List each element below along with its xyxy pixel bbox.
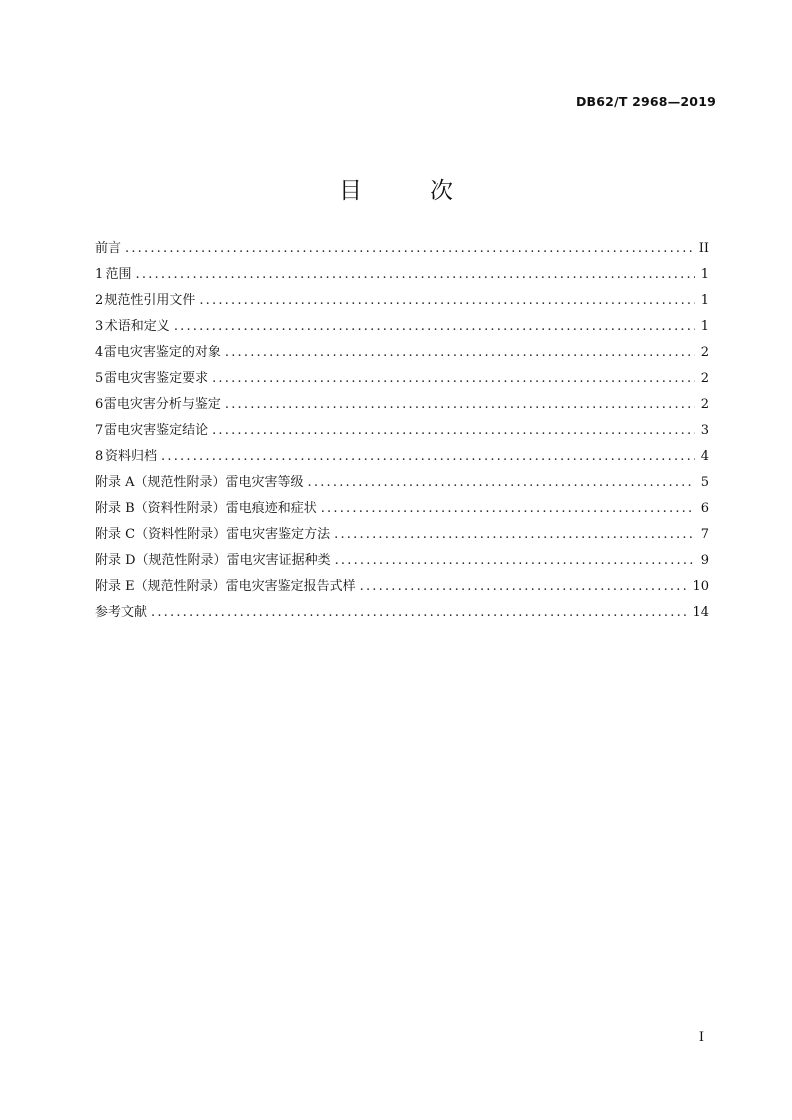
toc-entry-2[interactable] [95,288,709,314]
standard-code: DB62/T 2968—2019 [575,94,716,109]
toc-dot-leader [321,496,695,522]
toc-dot-leader [334,522,695,548]
toc-entry-foreword[interactable] [95,236,709,262]
toc-entry-page: 10 [692,579,709,594]
toc-entry-label: 雷电灾害鉴定报告式样 [225,579,356,594]
toc-entry-number: 4 [95,345,104,360]
toc-entry-label: 范围 [105,267,132,282]
toc-dot-leader [136,262,695,288]
toc-appendix-prefix: 附录 C（资料性附录） [95,527,227,542]
toc-entry-label: 雷电灾害等级 [225,475,304,490]
toc-entry-label: 雷电痕迹和症状 [225,501,317,516]
toc-entry-number: 1 [95,267,104,282]
toc-entry-page: 6 [700,501,709,516]
toc-appendix-prefix: 附录 E（规范性附录） [95,579,226,594]
table-of-contents [95,236,709,626]
toc-entry-label: 参考文献 [95,605,148,620]
toc-dot-leader [225,392,695,418]
page-title-char-2: 次 [430,178,453,204]
toc-entry-label: 术语和定义 [104,319,170,334]
toc-entry-page: II [698,241,709,256]
toc-entry-label: 前言 [95,241,122,256]
toc-dot-leader [161,444,695,470]
toc-dot-leader [125,236,695,262]
toc-entry-page: 2 [700,345,709,360]
toc-entry-page: 2 [700,397,709,412]
toc-entry-appendix-d[interactable] [95,548,709,574]
toc-dot-leader [199,288,695,314]
toc-entry-page: 1 [700,319,709,334]
toc-entry-appendix-c[interactable] [95,522,709,548]
toc-entry-references[interactable] [95,600,709,626]
toc-entry-number: 2 [95,293,104,308]
toc-entry-page: 7 [700,527,709,542]
toc-appendix-prefix: 附录 B（资料性附录） [95,501,226,516]
toc-entry-page: 1 [700,267,709,282]
toc-entry-page: 9 [700,553,709,568]
toc-dot-leader [360,574,689,600]
toc-entry-number: 8 [95,449,104,464]
toc-entry-label: 雷电灾害鉴定的对象 [103,345,221,360]
toc-entry-8[interactable] [95,444,709,470]
toc-entry-7[interactable] [95,418,709,444]
toc-entry-label: 雷电灾害分析与鉴定 [103,397,221,412]
toc-entry-page: 4 [700,449,709,464]
toc-entry-label: 雷电灾害鉴定要求 [104,371,209,386]
toc-entry-appendix-a[interactable] [95,470,709,496]
toc-entry-number: 5 [95,371,104,386]
toc-appendix-prefix: 附录 D（规范性附录） [95,553,227,568]
toc-entry-1[interactable] [95,262,709,288]
toc-entry-label: 规范性引用文件 [104,293,196,308]
toc-dot-leader [335,548,695,574]
toc-entry-page: 2 [700,371,709,386]
toc-entry-4[interactable] [95,340,709,366]
toc-entry-page: 14 [692,605,709,620]
toc-entry-page: 3 [700,423,709,438]
page-title [0,172,792,205]
toc-entry-appendix-b[interactable] [95,496,709,522]
toc-entry-page: 5 [700,475,709,490]
toc-dot-leader [225,340,695,366]
toc-entry-number: 3 [95,319,104,334]
toc-entry-appendix-e[interactable] [95,574,709,600]
toc-entry-label: 雷电灾害证据种类 [226,553,331,568]
toc-appendix-prefix: 附录 A（规范性附录） [95,475,226,490]
toc-entry-label: 资料归档 [105,449,158,464]
toc-entry-number: 6 [95,397,104,412]
toc-entry-5[interactable] [95,366,709,392]
page-title-char-1: 目 [339,178,362,204]
toc-entry-number: 7 [95,423,104,438]
toc-dot-leader [212,418,695,444]
toc-entry-3[interactable] [95,314,709,340]
toc-entry-6[interactable] [95,392,709,418]
toc-dot-leader [174,314,695,340]
toc-dot-leader [212,366,695,392]
toc-dot-leader [151,600,688,626]
toc-entry-label: 雷电灾害鉴定结论 [104,423,209,438]
toc-entry-label: 雷电灾害鉴定方法 [226,527,331,542]
page-number: I [698,1030,704,1045]
toc-dot-leader [308,470,695,496]
toc-entry-page: 1 [700,293,709,308]
